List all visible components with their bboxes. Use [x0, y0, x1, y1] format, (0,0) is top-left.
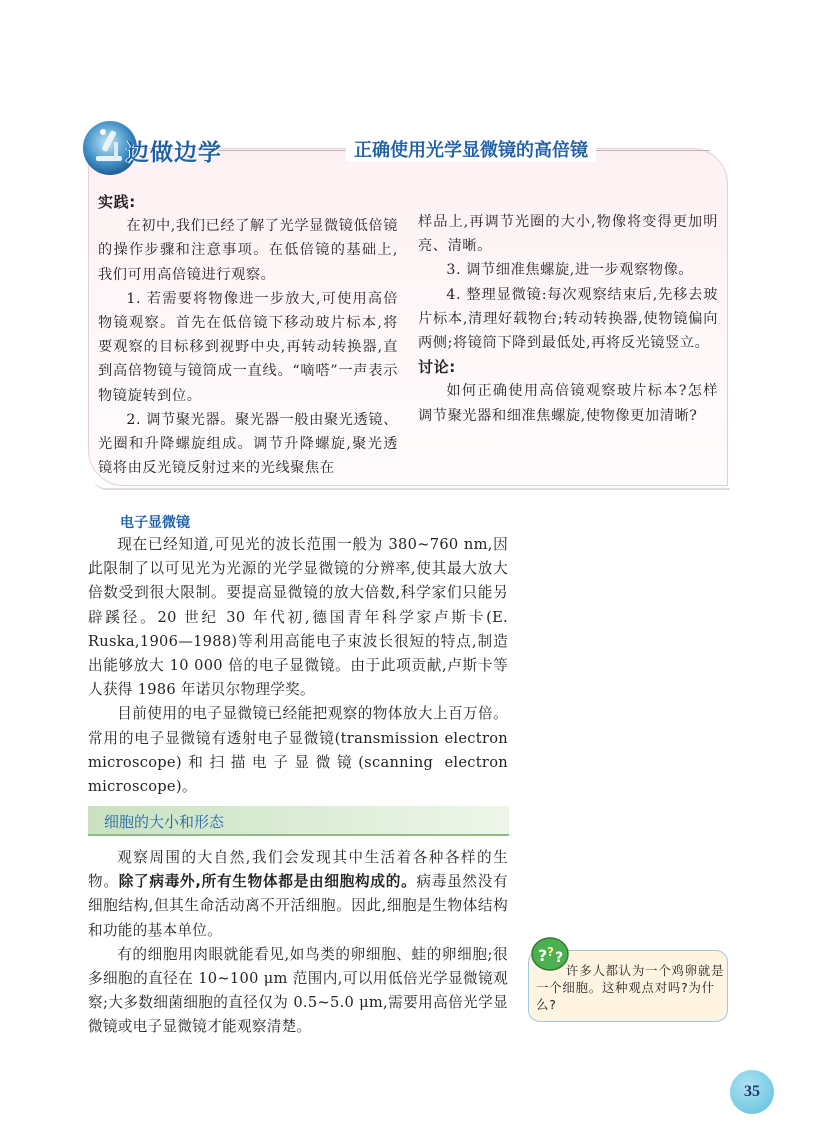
practice-step-2-continued: 样品上,再调节光圈的大小,物像将变得更加明亮、清晰。 — [418, 214, 718, 255]
discussion-text: 如何正确使用高倍镜观察玻片标本?怎样调节聚光器和细准焦螺旋,使物像更加清晰? — [418, 383, 718, 424]
practice-step-2: 2. 调节聚光器。聚光器一般由聚光透镜、光圈和升降螺旋组成。调节升降螺旋,聚光透镜将由反光镜反射过来的光线聚焦在 — [98, 411, 398, 477]
cell-p1-bold: 除了病毒外,所有生物体都是由细胞构成的。 — [118, 873, 417, 891]
electron-paragraph-1: 现在已经知道,可见光的波长范围一般为 380~760 nm,因此限制了以可见光为光源的光学显微镜的分辨率,使其最大放大倍数受到很大限制。要提高显微镜的放大倍数,科学家们只能另辟蹊径。20 世纪 30 年代初,德国青年科学家卢斯卡(E. Ruska,1906—1988)等利用高能电子束波长很短的特点,制造出能够放大 10 000 倍的电子显微镜。由于此项贡献,卢斯卡等人获得 1986 年诺贝尔物理学奖。 — [88, 536, 508, 699]
page-number: 35 — [730, 1070, 774, 1114]
electron-microscope-text — [88, 533, 508, 799]
svg-text:?: ? — [547, 945, 554, 959]
practice-intro: 在初中,我们已经了解了光学显微镜低倍镜的操作步骤和注意事项。在低倍镜的基础上,我们可用高倍镜进行观察。 — [98, 218, 398, 283]
cell-size-text — [88, 846, 508, 1040]
side-note-question: 许多人都认为一个鸡卵就是一个细胞。这种观点对吗?为什么? — [536, 963, 725, 1012]
cell-size-heading: 细胞的大小和形态 — [104, 813, 225, 831]
activity-title: 正确使用光学显微镜的高倍镜 — [346, 136, 596, 162]
electron-paragraph-2: 目前使用的电子显微镜已经能把观察的物体放大上百万倍。常用的电子显微镜有透射电子显微镜(transmission electron microscope)和扫描电子显微镜(scanning electron microscope)。 — [88, 705, 508, 796]
cell-paragraph-1 — [88, 846, 508, 943]
practice-step-3: 3. 调节细准焦螺旋,进一步观察物像。 — [446, 262, 694, 279]
activity-badge-label: 边做边学 — [126, 140, 222, 166]
side-note-text — [536, 962, 726, 1013]
cell-paragraph-2: 有的细胞用肉眼就能看见,如鸟类的卵细胞、蛙的卵细胞;很多细胞的直径在 10~100 μm 范围内,可以用低倍光学显微镜观察;大多数细菌细胞的直径仅为 0.5~5.0 μm,需要用高倍光学显微镜或电子显微镜才能观察清楚。 — [88, 945, 508, 1036]
electron-microscope-heading: 电子显微镜 — [120, 515, 190, 531]
practice-heading: 实践: — [98, 193, 136, 211]
cell-p1-after: 病毒虽然没有细胞结构,但其生命活动离不开活细胞。因此,细胞是生物体结构和功能的基本单位。 — [88, 873, 508, 939]
activity-right-column — [418, 210, 718, 428]
cell-p1-before: 观察周围的大自然,我们会发现其中生活着各种各样的生物。 — [88, 849, 508, 891]
practice-step-4: 4. 整理显微镜:每次观察结束后,先移去玻片标本,清理好载物台;转动转换器,使物镜偏向两侧;将镜筒下降到最低处,再将反光镜竖立。 — [418, 286, 718, 352]
svg-text:?: ? — [538, 946, 548, 965]
activity-left-column — [98, 190, 398, 480]
discussion-heading: 讨论: — [418, 358, 456, 377]
svg-text:?: ? — [555, 950, 564, 966]
practice-step-1: 1. 若需要将物像进一步放大,可使用高倍物镜观察。首先在低倍镜下移动玻片标本,将要观察的目标移到视野中央,再转动转换器,直到高倍物镜与镜筒成一直线。“嘀嗒”一声表示物镜旋转到位。 — [98, 290, 398, 404]
